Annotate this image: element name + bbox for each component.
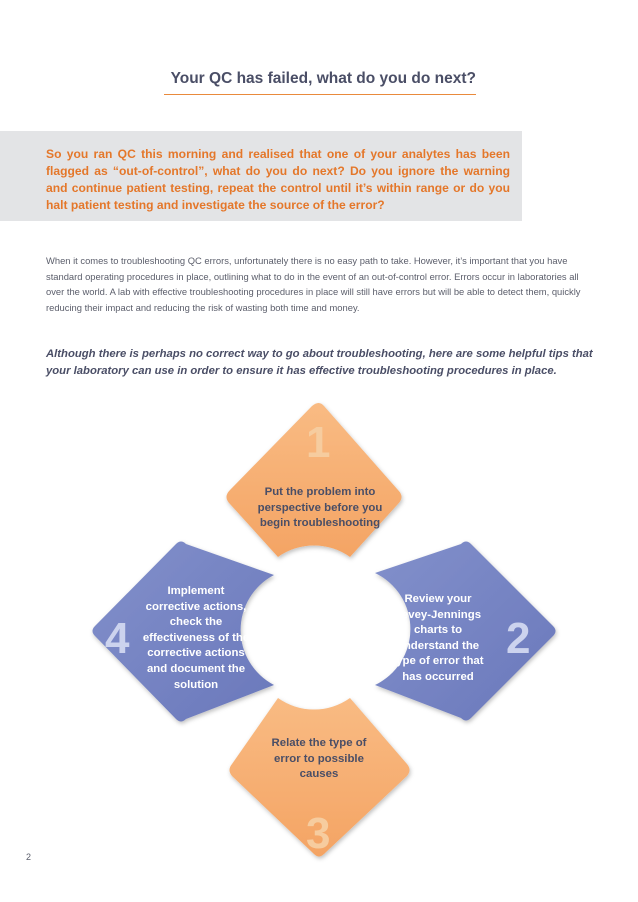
page-number: 2 [26, 852, 32, 862]
step-2-number: 2 [506, 614, 531, 663]
step-3-text: Relate the type of error to possible causes [271, 737, 367, 781]
step-2-text: Review your Levey-Jennings charts to understand the type of error that has occurred [392, 593, 484, 683]
intro-text: So you ran QC this morning and realised that one of your analytes has been flagged as “out-of-control”, what do you do next? Do you ignore the warning and continue patient testing, repeat the control until it’s within range or do you halt patient testing and investigate the source of the error? [46, 147, 510, 212]
step-1-number: 1 [306, 418, 331, 467]
body-paragraph: When it comes to troubleshooting QC errors, unfortunately there is no easy path to take. However, it’s important that you have standard operating procedures in place, outlining what to do in the event of an out-of-control error. Errors occur in laboratories all over the world. A lab with effective troubleshooting procedures in place will still have errors but will be able to detect them, quickly reducing their impact and reducing the risk of wasting both time and money. [46, 255, 581, 313]
step-4-number: 4 [105, 614, 130, 663]
tip-paragraph: Although there is perhaps no correct way to go about troubleshooting, here are some helpful tips that your laboratory can use in order to ensure it has effective troubleshooting procedures in place. [46, 348, 593, 377]
step-3-number: 3 [306, 809, 331, 858]
step-1-text: Put the problem into perspective before you begin troubleshooting [257, 486, 383, 530]
troubleshooting-diagram [0, 395, 638, 885]
page-title: Your QC has failed, what do you do next? [164, 70, 476, 95]
step-4-text: Implement corrective actions, check the effectiveness of the corrective actions and document the solution [142, 585, 250, 691]
